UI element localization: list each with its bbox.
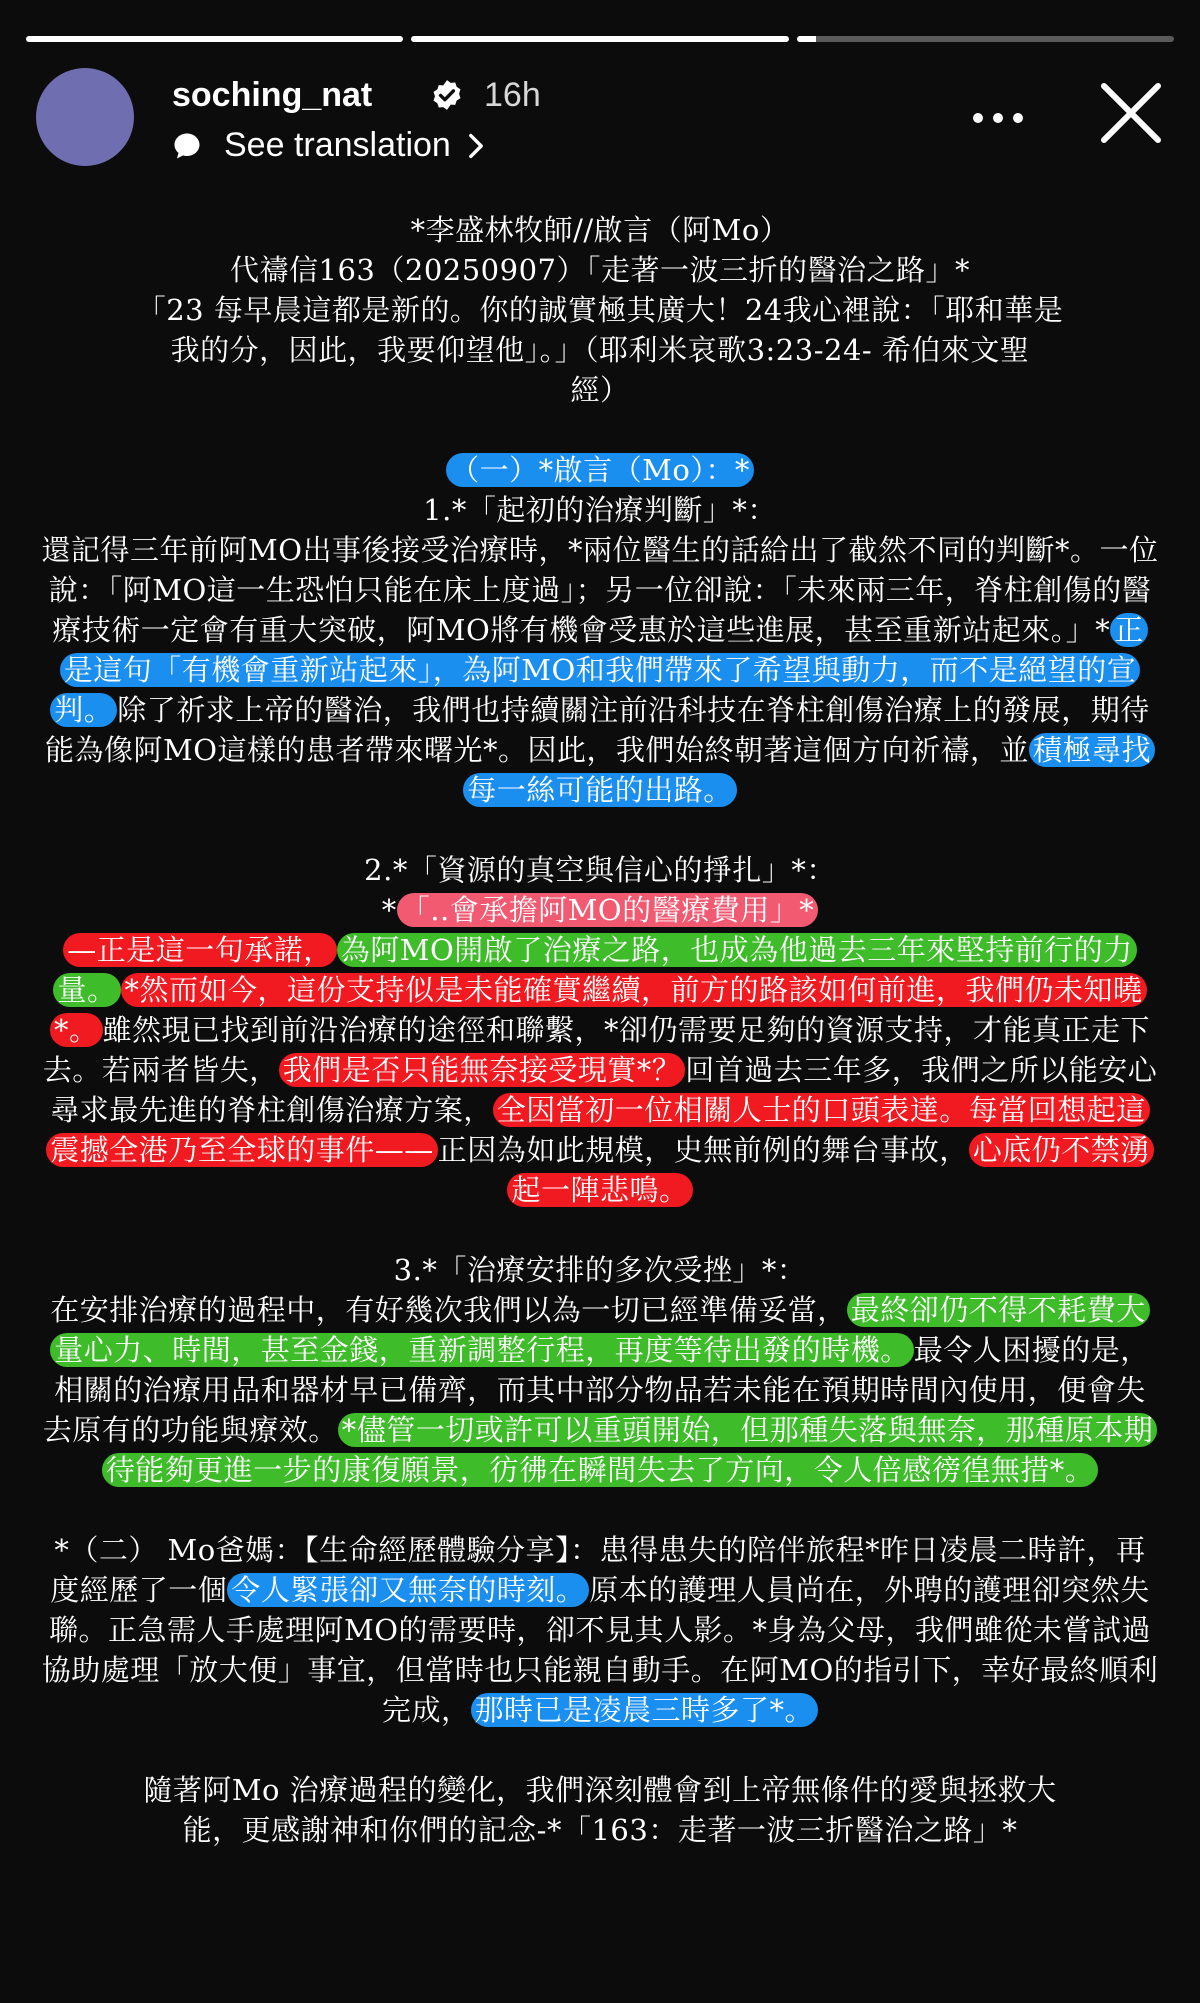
intro-line-2: 代禱信163（20250907）「走著一波三折的醫治之路」* bbox=[230, 253, 970, 287]
highlight-red: 全因當初一位相關人士的口頭表達。每當回想起這震撼全港乃至全球的事件—— bbox=[46, 1093, 1150, 1167]
see-translation-button[interactable] bbox=[172, 126, 487, 165]
section-4-text: 原本的護理人員尚在，外聘的護理卻突然失聯。正急需人手處理阿MO的需要時，卻不見其人影。*身為父母，我們雖從未嘗試過協助處理「放大便」事宜，但當時也只能親自動手。在阿MO的指引下，幸好最終順利完成， bbox=[41, 1573, 1159, 1727]
more-options-icon[interactable] bbox=[968, 98, 1028, 138]
section-3-title: 3.*「治療安排的多次受挫」*： bbox=[393, 1253, 807, 1287]
spacer bbox=[40, 1490, 1160, 1530]
highlight-red: 心底仍不禁湧起一陣悲鳴。 bbox=[507, 1133, 1153, 1207]
progress-segment-fill bbox=[26, 36, 403, 42]
avatar[interactable] bbox=[36, 68, 134, 166]
section-1-heading bbox=[40, 450, 1160, 490]
highlight-blue: 積極尋找每一絲可能的出路。 bbox=[463, 733, 1155, 807]
progress-segment bbox=[26, 36, 403, 42]
spacer bbox=[40, 410, 1160, 450]
section-1-text: 除了祈求上帝的醫治，我們也持續關注前沿科技在脊柱創傷治療上的發展，期待能為像阿MO這樣的患者帶來曙光*。因此，我們始終朝著這個方向祈禱，並 bbox=[45, 693, 1150, 767]
intro-line-3: 「23 每早晨這都是新的。你的誠實極其廣大！24我心裡說：「耶和華是 bbox=[136, 293, 1064, 327]
story-progress-bar bbox=[26, 36, 1174, 42]
close-icon[interactable] bbox=[1098, 80, 1164, 146]
section-2-text: * bbox=[381, 893, 397, 927]
highlight-blue: 令人緊張卻又無奈的時刻。 bbox=[227, 1573, 589, 1607]
progress-segment bbox=[411, 36, 788, 42]
see-translation-label: See translation bbox=[224, 126, 451, 164]
highlight-blue: 正是這句「有機會重新站起來」，為阿MO和我們帶來了希望與動力，而不是絕望的宣判。 bbox=[50, 613, 1148, 727]
section-3-text: 最令人困擾的是，相關的治療用品和器材早已備齊，而其中部分物品若未能在預期時間內使用，便會失去原有的功能與療效。 bbox=[42, 1333, 1150, 1447]
closing-line-2: 能，更感謝神和你們的記念-*「163：走著一波三折醫治之路」* bbox=[182, 1813, 1018, 1847]
progress-segment bbox=[797, 36, 1174, 42]
intro-line-5: 經） bbox=[570, 373, 630, 407]
highlight-red: —正是這一句承諾， bbox=[63, 933, 337, 967]
chevron-right-icon bbox=[465, 133, 487, 159]
verified-badge-icon bbox=[430, 78, 464, 112]
progress-segment-fill bbox=[797, 36, 816, 42]
highlight-blue: （一）*啟言（Mo）：* bbox=[446, 453, 754, 487]
section-2-text: 雖然現已找到前沿治療的途徑和聯繫，*卻仍需要足夠的資源支持，才能真正走下去。若兩者皆失， bbox=[42, 1013, 1151, 1087]
highlight-green: 最終卻仍不得不耗費大量心力、時間，甚至金錢，重新調整行程，再度等待出發的時機。 bbox=[50, 1293, 1150, 1367]
section-4-paragraph bbox=[40, 1530, 1160, 1730]
section-2-title: 2.*「資源的真空與信心的掙扎」*： bbox=[364, 853, 836, 887]
section-2-text: 回首過去三年多，我們之所以能安心尋求最先進的脊柱創傷治療方案， bbox=[50, 1053, 1158, 1127]
section-2-paragraph bbox=[40, 930, 1160, 1210]
speech-bubble-icon bbox=[172, 131, 202, 161]
spacer bbox=[40, 810, 1160, 850]
section-2-quote bbox=[40, 890, 1160, 930]
post-time: 16h bbox=[484, 76, 541, 114]
intro-line-1: *李盛林牧師//啟言（阿Mo） bbox=[410, 213, 790, 247]
highlight-pink: 「..會承擔阿MO的醫療費用」* bbox=[397, 893, 818, 927]
intro-line-4: 我的分，因此，我要仰望他」。」（耶利米哀歌3:23-24- 希伯來文聖 bbox=[170, 333, 1030, 367]
section-1-title: 1.*「起初的治療判斷」*： bbox=[423, 493, 777, 527]
section-2-text: 正因為如此規模，史無前例的舞台事故， bbox=[437, 1133, 969, 1167]
section-1-text: 還記得三年前阿MO出事後接受治療時，*兩位醫生的話給出了截然不同的判斷*。一位說：「阿MO這一生恐怕只能在床上度過」；另一位卻說：「未來兩三年，脊柱創傷的醫療技術一定會有重大突破，阿MO將有機會受惠於這些進展，甚至重新站起來。」* bbox=[41, 533, 1159, 647]
highlight-green: *儘管一切或許可以重頭開始，但那種失落與無奈，那種原本期待能夠更進一步的康復願景，彷彿在瞬間失去了方向，令人倍感徬徨無措*。 bbox=[102, 1413, 1158, 1487]
section-3-paragraph bbox=[40, 1290, 1160, 1490]
section-3-text: 在安排治療的過程中，有好幾次我們以為一切已經準備妥當， bbox=[50, 1293, 847, 1327]
story-text-content bbox=[40, 210, 1160, 1850]
section-1-paragraph bbox=[40, 530, 1160, 810]
section-4-text: *（二） Mo爸媽：【生命經歷體驗分享】：患得患失的陪伴旅程*昨日凌晨二時許，再度經歷了一個 bbox=[50, 1533, 1146, 1607]
spacer bbox=[40, 1730, 1160, 1770]
story-header bbox=[36, 68, 1174, 168]
highlight-red: *然而如今，這份支持似是未能確實繼續，前方的路該如何前進，我們仍未知曉*。 bbox=[50, 973, 1147, 1047]
highlight-red: 我們是否只能無奈接受現實*？ bbox=[279, 1053, 686, 1087]
username[interactable]: soching_nat bbox=[172, 76, 373, 114]
spacer bbox=[40, 1210, 1160, 1250]
highlight-blue: 那時已是凌晨三時多了*。 bbox=[471, 1693, 819, 1727]
highlight-green: 為阿MO開啟了治療之路，也成為他過去三年來堅持前行的力量。 bbox=[53, 933, 1136, 1007]
closing-line-1: 隨著阿Mo 治療過程的變化，我們深刻體會到上帝無條件的愛與拯救大 bbox=[143, 1773, 1057, 1807]
progress-segment-fill bbox=[411, 36, 788, 42]
